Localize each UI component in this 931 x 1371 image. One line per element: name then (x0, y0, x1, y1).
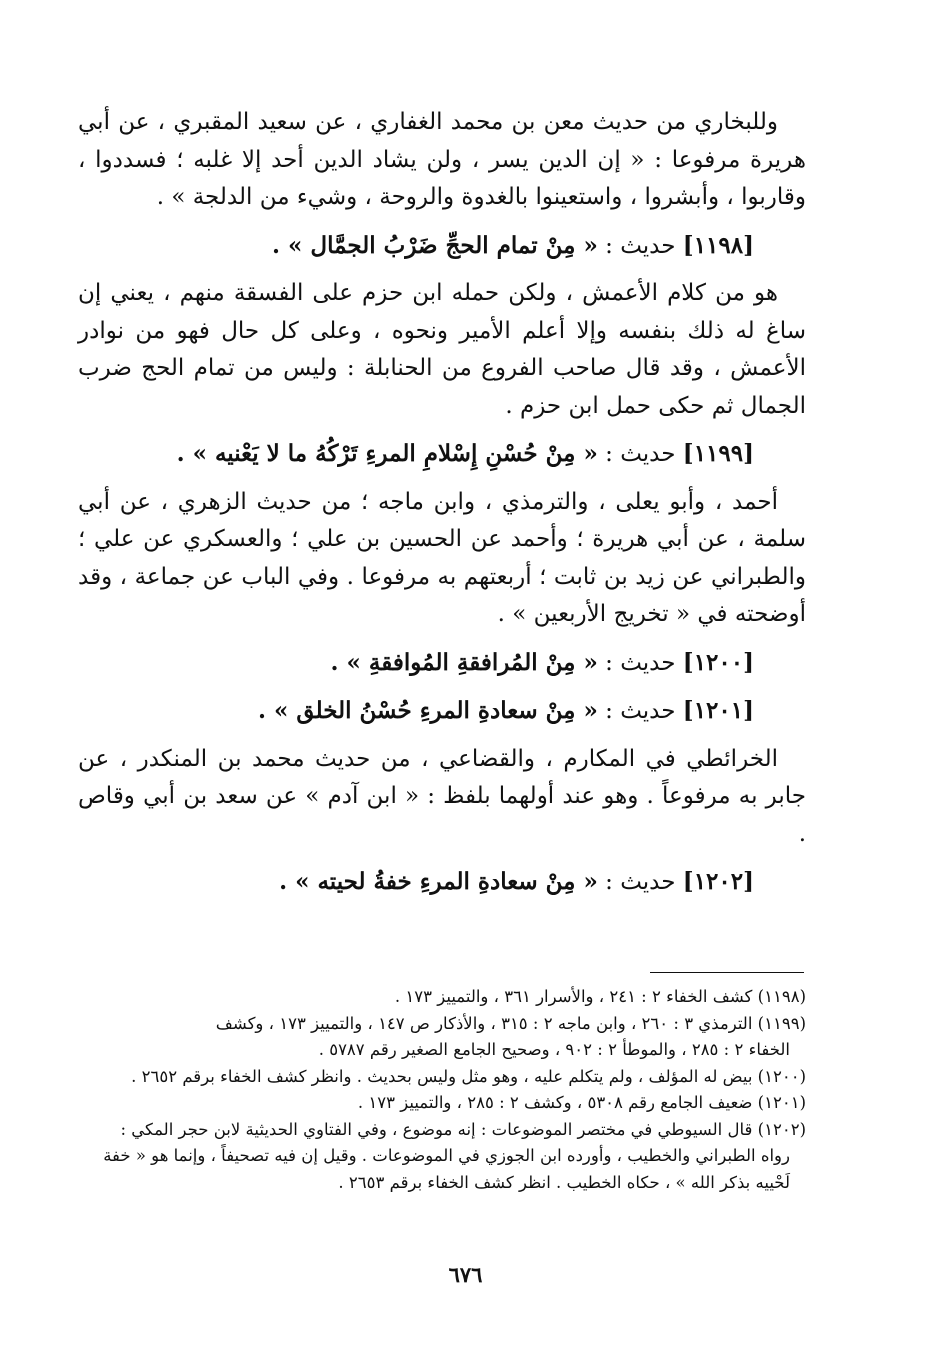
hadith-heading-1202 (78, 863, 806, 902)
hadith-heading-1199 (78, 435, 806, 474)
hadith-text: « مِنْ تمام الحجِّ ضَرْبُ الجمَّال » . (272, 231, 598, 259)
footnote-1202 (78, 1117, 806, 1197)
footnote-1198: (١١٩٨) كشف الخفاء ٢ : ٢٤١ ، والأسرار ٣٦١ ، والتمييز ١٧٣ . (394, 987, 806, 1006)
main-text (78, 104, 806, 912)
hadith-label: حديث : (605, 649, 676, 676)
hadith-text: « مِنْ حُسْنِ إِسْلامِ المرءِ تَرْكُهُ ما لا يَعْنيه » . (176, 440, 598, 467)
hadith-text: « مِنْ سعادةِ المرءِ خفةُ لحيته » . (279, 868, 598, 895)
paragraph: هو من كلام الأعمش ، ولكن حمله ابن حزم على الفسقة منهم ، يعني إن ساغ له ذلك بنفسه وإلا أعلم الأمير ونحوه ، وعلى كل حال فهو من نوادر الأعمش ، وقد قال صاحب الفروع من الحنابلة : وليس من تمام الحج ضرب الجمال ثم حكى حمل ابن حزم . (78, 280, 806, 419)
hadith-label: حديث : (605, 869, 676, 895)
footnote-continuation: الخفاء ٢ : ٢٨٥ ، والموطأ ٢ : ٩٠٢ ، وصحيح الجامع الصغير رقم ٥٧٨٧ . (318, 1040, 790, 1059)
footnote-1201: (١٢٠١) ضعيف الجامع رقم ٥٣٠٨ ، وكشف ٢ : ٢٨٥ ، والتمييز ١٧٣ . (357, 1093, 806, 1112)
hadith-number: [١٢٠١] (682, 697, 754, 724)
hadith-heading-1200 (78, 644, 806, 683)
paragraph: الخرائطي في المكارم ، والقضاعي ، من حديث محمد بن المنكدر ، عن جابر به مرفوعاً . وهو عند أولهما بلفظ : « ابن آدم » عن سعد بن أبي وقاص . (78, 745, 806, 847)
hadith-number: [١١٩٩] (682, 440, 754, 467)
footnote-text: (١٢٠٢) قال السيوطي في مختصر الموضوعات : إنه موضوع ، وفي الفتاوي الحديثية لابن حجر المكي : (120, 1119, 806, 1139)
hadith-text: « مِنْ سعادةِ المرءِ حُسْنُ الخلق » . (258, 697, 598, 724)
footnotes (78, 984, 806, 1196)
hadith-number: [١٢٠٠] (682, 648, 754, 676)
footnote-continuation: رواه الطبراني والخطيب ، وأورده ابن الجوزي في الموضوعات . وقيل إن فيه تصحيفاً ، وإنما هو « خفة (103, 1146, 790, 1165)
hadith-heading-1198 (78, 227, 806, 266)
hadith-text: « مِنْ المُرافقةِ المُوافقةِ » . (330, 648, 598, 676)
hadith-label: حديث : (605, 232, 676, 259)
hadith-number: [١٢٠٢] (682, 868, 754, 895)
footnote-continuation: لَحْييه بذكر الله » ، حكاه الخطيب . انظر كشف الخفاء برقم ٢٦٥٣ . (338, 1172, 790, 1192)
paragraph: أحمد ، وأبو يعلى ، والترمذي ، وابن ماجه ؛ من حديث الزهري ، عن أبي سلمة ، عن أبي هريرة ؛ وأحمد عن الحسين بن علي ؛ والعسكري عن علي ؛ والطبراني عن زيد بن ثابت ؛ أربعتهم به مرفوعا . وفي الباب عن جماعة ، وقد أوضحته في « تخريج الأربعين » . (78, 488, 806, 627)
hadith-label: حديث : (605, 441, 676, 467)
page-number: ٦٧٦ (448, 1262, 483, 1287)
footnote-text: (١١٩٩) الترمذي ٣ : ٢٦٠ ، وابن ماجه ٢ : ٣١٥ ، والأذكار ص ١٤٧ ، والتمييز ١٧٣ ، وكشف (215, 1013, 806, 1033)
footnote-divider (650, 972, 804, 973)
paragraph: وللبخاري من حديث معن بن محمد الغفاري ، عن سعيد المقبري ، عن أبي هريرة مرفوعا : « إن الدين يسر ، ولن يشاد الدين أحد إلا غلبه ؛ فسددوا ، وقاربوا ، وأبشروا ، واستعينوا بالغدوة والروحة ، وشيء من الدلجة » . (78, 109, 806, 210)
footnote-1200: (١٢٠٠) بيض له المؤلف ، ولم يتكلم عليه ، وهو مثل وليس بحديث . وانظر كشف الخفاء برقم ٢٦٥٢ . (131, 1066, 806, 1086)
footnote-1199 (78, 1011, 806, 1064)
hadith-label: حديث : (605, 698, 676, 724)
hadith-number: [١١٩٨] (682, 231, 754, 259)
hadith-heading-1201 (78, 692, 806, 731)
